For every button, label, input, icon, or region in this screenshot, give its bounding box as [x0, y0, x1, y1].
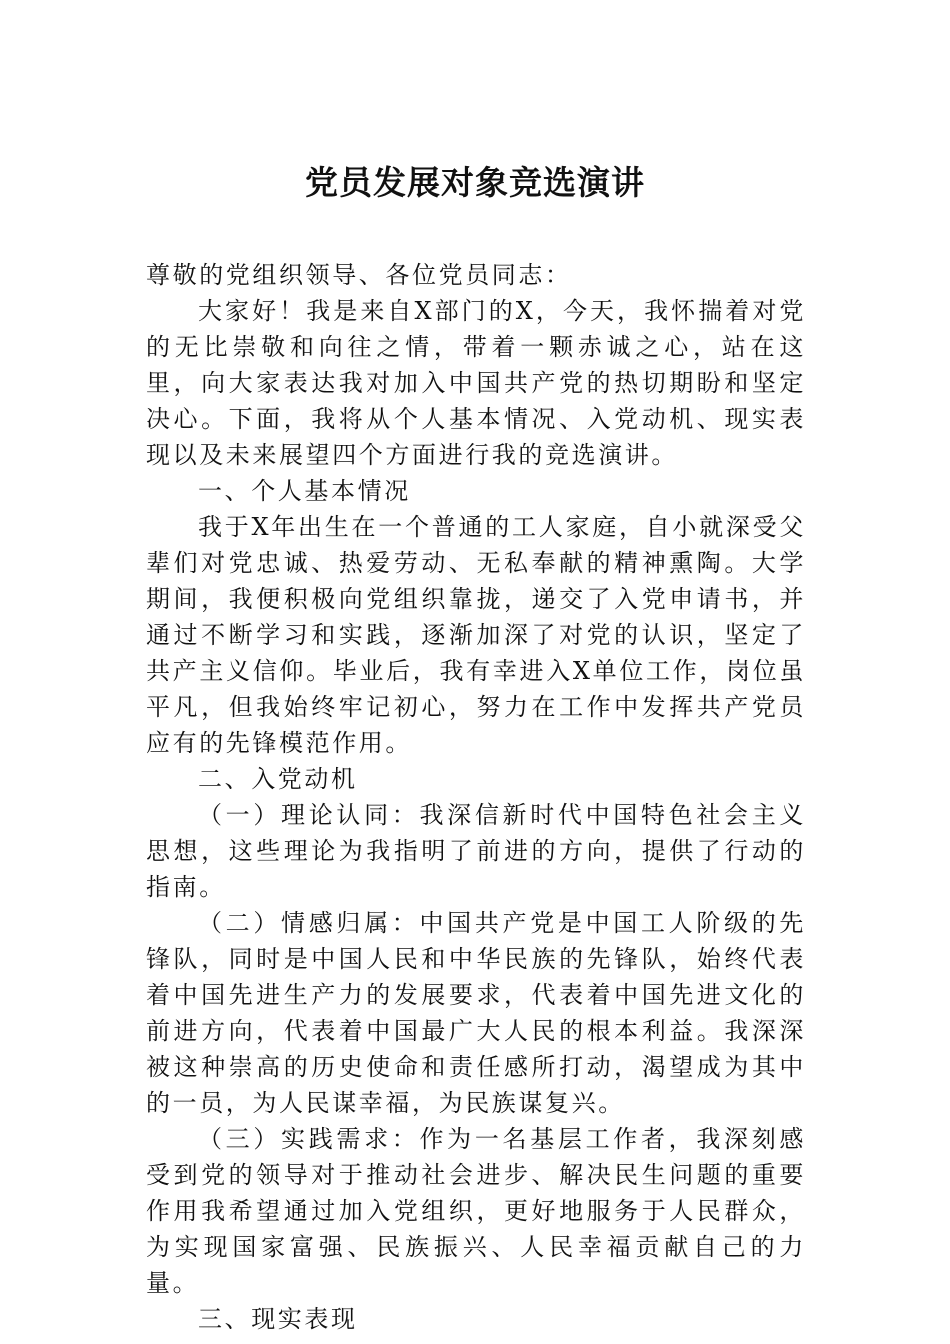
section-heading-basic-info: 一、个人基本情况 — [198, 477, 411, 505]
motivation-item-theory — [146, 797, 806, 905]
motivation-item-label: （二）情感归属： — [198, 909, 420, 937]
motivation-item-label: （一）理论认同： — [198, 801, 420, 829]
document-title: 党员发展对象竞选演讲 — [305, 163, 645, 202]
section-heading-performance: 三、现实表现 — [198, 1305, 358, 1333]
motivation-item-text: 中国共产党是中国工人阶级的先锋队，同时是中国人民和中华民族的先锋队，始终代表着中国先进生产力的发展要求，代表着中国先进文化的前进方向，代表着中国最广大人民的根本利益。我深深被这种崇高的历史使命和责任感所打动，渴望成为其中的一员，为人民谋幸福，为民族谋复兴。 — [146, 909, 806, 1117]
document-body — [146, 257, 806, 1337]
motivation-item-emotion — [146, 905, 806, 1121]
salutation: 尊敬的党组织领导、各位党员同志： — [146, 261, 572, 289]
section-heading-motivation: 二、入党动机 — [198, 765, 358, 793]
basic-info-paragraph: 我于X年出生在一个普通的工人家庭，自小就深受父辈们对党忠诚、热爱劳动、无私奉献的精神熏陶。大学期间，我便积极向党组织靠拢，递交了入党申请书，并通过不断学习和实践，逐渐加深了对党的认识，坚定了共产主义信仰。毕业后，我有幸进入X单位工作，岗位虽平凡，但我始终牢记初心，努力在工作中发挥共产党员应有的先锋模范作用。 — [146, 513, 806, 757]
motivation-item-text: 我深信新时代中国特色社会主义思想，这些理论为我指明了前进的方向，提供了行动的指南。 — [146, 801, 806, 901]
motivation-item-text: 作为一名基层工作者，我深刻感受到党的领导对于推动社会进步、解决民生问题的重要作用我希望通过加入党组织，更好地服务于人民群众，为实现国家富强、民族振兴、人民幸福贡献自己的力量。 — [146, 1125, 806, 1297]
motivation-item-label: （三）实践需求： — [198, 1125, 420, 1153]
intro-paragraph: 大家好！我是来自X部门的X，今天，我怀揣着对党的无比崇敬和向往之情，带着一颗赤诚之心，站在这里，向大家表达我对加入中国共产党的热切期盼和坚定决心。下面，我将从个人基本情况、入党动机、现实表现以及未来展望四个方面进行我的竞选演讲。 — [146, 297, 806, 469]
motivation-item-practice — [146, 1121, 806, 1301]
